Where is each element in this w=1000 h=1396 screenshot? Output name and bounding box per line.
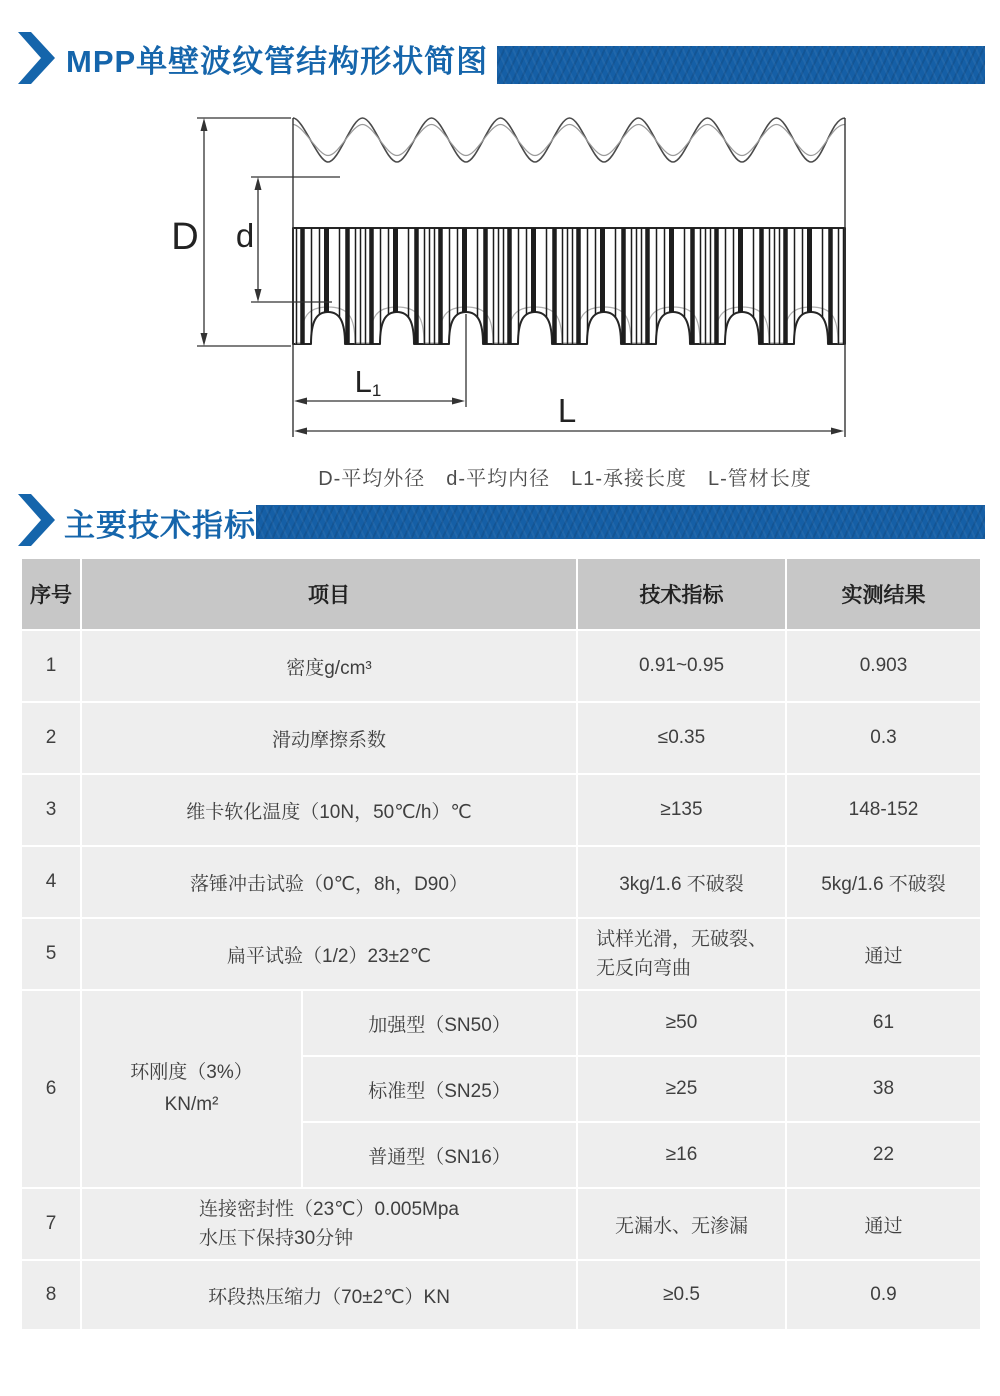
row-result: 38 xyxy=(786,1056,981,1122)
row-item: 连接密封性（23℃）0.005Mpa 水压下保持30分钟 xyxy=(81,1188,577,1260)
spec-table xyxy=(20,557,982,1331)
row-tech: 3kg/1.6 不破裂 xyxy=(577,846,786,918)
arrow-right-icon xyxy=(831,428,844,435)
row-result: 通过 xyxy=(786,918,981,990)
arrow-left-icon xyxy=(294,398,307,405)
row-subtype: 标准型（SN25） xyxy=(302,1056,577,1122)
row-tech: ≥50 xyxy=(577,990,786,1056)
title-banner-bar xyxy=(256,505,985,539)
arrow-up-icon xyxy=(201,118,208,131)
table-row xyxy=(21,1188,981,1260)
table-row xyxy=(21,1260,981,1330)
row-subtype: 加强型（SN50） xyxy=(302,990,577,1056)
row-subtype: 普通型（SN16） xyxy=(302,1122,577,1188)
col-header-tech: 技术指标 xyxy=(577,558,786,630)
row-tech: 无漏水、无渗漏 xyxy=(577,1188,786,1260)
row-result: 0.903 xyxy=(786,630,981,702)
label-socket-length: L1 xyxy=(354,364,382,400)
row-result: 148-152 xyxy=(786,774,981,846)
pipe-top-wall-inner-line xyxy=(293,125,845,156)
row-tech: ≤0.35 xyxy=(577,702,786,774)
row-no: 6 xyxy=(21,990,81,1188)
label-outer-diameter: D xyxy=(171,216,199,258)
row-result: 通过 xyxy=(786,1188,981,1260)
row-no: 5 xyxy=(21,918,81,990)
table-row xyxy=(21,774,981,846)
col-header-item: 项目 xyxy=(81,558,577,630)
row-tech: ≥0.5 xyxy=(577,1260,786,1330)
chevron-right-icon xyxy=(18,494,55,546)
table-row xyxy=(21,990,981,1056)
arrow-down-icon xyxy=(255,289,262,302)
row-no: 7 xyxy=(21,1188,81,1260)
row-result: 5kg/1.6 不破裂 xyxy=(786,846,981,918)
diagram-caption: D-平均外径 d-平均内径 L1-承接长度 L-管材长度 xyxy=(318,468,812,490)
row-item: 维卡软化温度（10N，50℃/h）℃ xyxy=(81,774,577,846)
row-tech: ≥16 xyxy=(577,1122,786,1188)
row-tech: 0.91~0.95 xyxy=(577,630,786,702)
table-row xyxy=(21,918,981,990)
table-header-row xyxy=(21,558,981,630)
row-item: 环段热压缩力（70±2℃）KN xyxy=(81,1260,577,1330)
row-item-group: 环刚度（3%） KN/m² xyxy=(81,990,302,1188)
row-no: 3 xyxy=(21,774,81,846)
row-result: 22 xyxy=(786,1122,981,1188)
arrow-right-icon xyxy=(452,398,465,405)
label-inner-diameter: d xyxy=(235,217,255,254)
row-no: 1 xyxy=(21,630,81,702)
table-row xyxy=(21,846,981,918)
section-title-technical-specs: 主要技术指标 xyxy=(64,508,256,543)
arrow-left-icon xyxy=(294,428,307,435)
col-header-result: 实测结果 xyxy=(786,558,981,630)
row-result: 0.9 xyxy=(786,1260,981,1330)
arrow-up-icon xyxy=(255,177,262,190)
row-tech: ≥135 xyxy=(577,774,786,846)
row-item: 滑动摩擦系数 xyxy=(81,702,577,774)
pipe-structure-diagram-svg xyxy=(0,0,1000,458)
row-item: 落锤冲击试验（0℃，8h，D90） xyxy=(81,846,577,918)
row-result: 0.3 xyxy=(786,702,981,774)
row-item: 扁平试验（1/2）23±2℃ xyxy=(81,918,577,990)
row-no: 2 xyxy=(21,702,81,774)
row-result: 61 xyxy=(786,990,981,1056)
label-pipe-length: L xyxy=(557,392,577,429)
row-item: 密度g/cm³ xyxy=(81,630,577,702)
col-header-no: 序号 xyxy=(21,558,81,630)
table-row xyxy=(21,630,981,702)
row-tech: ≥25 xyxy=(577,1056,786,1122)
row-no: 8 xyxy=(21,1260,81,1330)
row-tech: 试样光滑，无破裂、 无反向弯曲 xyxy=(577,918,786,990)
arrow-down-icon xyxy=(201,333,208,346)
section-title-structure-diagram: MPP单壁波纹管结构形状简图 xyxy=(66,44,489,79)
table-row xyxy=(21,702,981,774)
row-no: 4 xyxy=(21,846,81,918)
